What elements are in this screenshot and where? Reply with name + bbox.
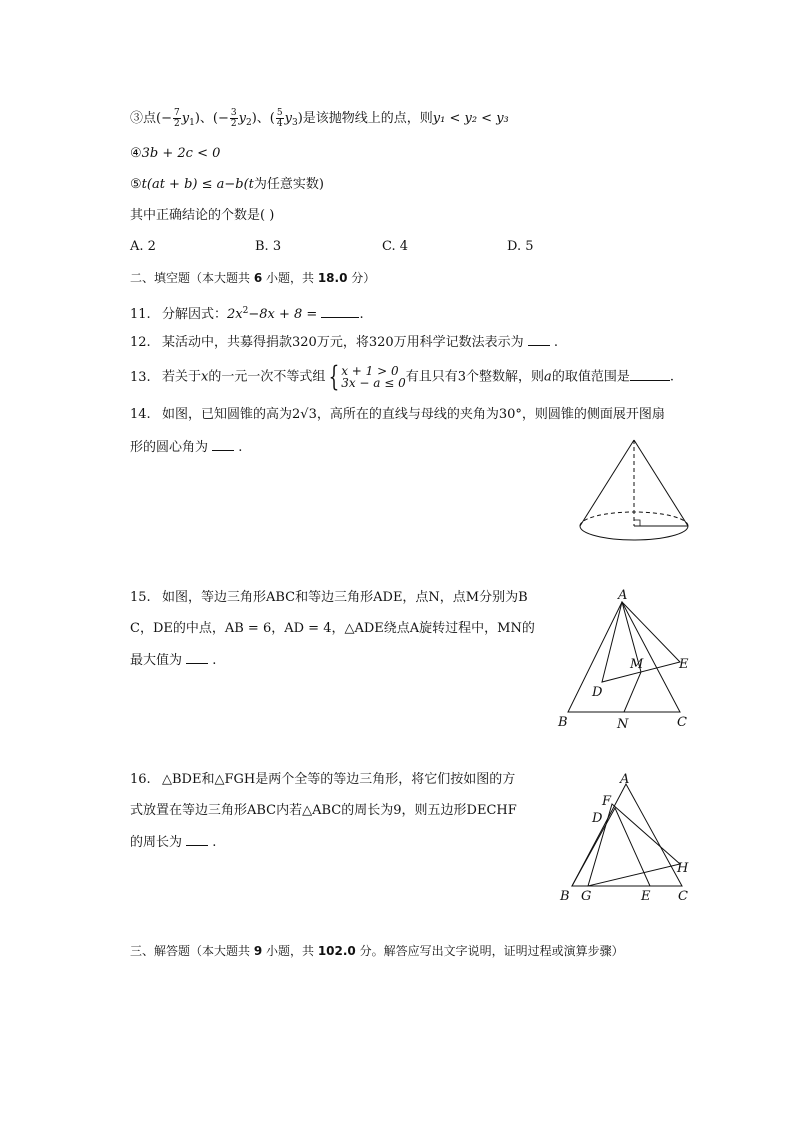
question-15-line-3: 最大值为 .	[130, 653, 217, 668]
question-14-line-2: 形的圆心角为 .	[130, 440, 243, 455]
pentagon-triangles-figure	[552, 770, 702, 908]
question-12: 12. 某活动中，共募得捐款320万元，将320万用科学记数法表示为 .	[130, 335, 559, 350]
label-c: C	[677, 715, 687, 730]
question-10-prompt: 其中正确结论的个数是( )	[130, 208, 275, 223]
label-d: D	[592, 685, 603, 700]
label-m: M	[630, 657, 644, 672]
question-16-line-2: 式放置在等边三角形ABC内若△ABC的周长为9，则五边形DECHF	[130, 803, 517, 818]
answer-blank[interactable]	[528, 333, 550, 346]
statement-5: ⑤t(at + b) ≤ a−b(t为任意实数)	[130, 177, 324, 192]
question-13: 13. 若关于x的一元一次不等式组 { x + 1 > 0 3x − a ≤ 0 有且只有3个整数解，则a的取值范围是 .	[130, 360, 674, 393]
option-c: C. 4	[382, 239, 409, 254]
question-16-line-3: 的周长为 .	[130, 835, 217, 850]
question-14-line-1: 14. 如图，已知圆锥的高为2√3，高所在的直线与母线的夹角为30°，则圆锥的侧面展开图扇	[130, 407, 665, 422]
answer-blank[interactable]	[321, 305, 359, 318]
label-a: A	[620, 772, 630, 787]
label-h: H	[677, 861, 689, 876]
inequality-system: { x + 1 > 0 3x − a ≤ 0	[328, 360, 406, 393]
question-10-options	[130, 238, 550, 256]
fraction: $\frac{3}{2}$	[230, 108, 237, 129]
answer-blank[interactable]	[212, 438, 234, 451]
label-g: G	[581, 889, 592, 904]
question-16-line-1: 16. △BDE和△FGH是两个全等的等边三角形，将它们按如图的方	[130, 772, 516, 787]
label-b: B	[560, 889, 570, 904]
option-b: B. 3	[255, 239, 282, 254]
option-d: D. 5	[507, 239, 534, 254]
label-n: N	[617, 717, 629, 732]
label-d: D	[592, 811, 603, 826]
rotating-triangles-figure	[552, 588, 702, 734]
question-15-line-2: C，DE的中点，AB = 6，AD = 4，△ADE绕点A旋转过程中，MN的	[130, 621, 535, 636]
fraction: $\frac{5}{4}$	[276, 108, 283, 129]
label-f: F	[602, 794, 612, 809]
fraction: $\frac{7}{2}$	[174, 108, 180, 129]
question-11: 11. 分解因式：$2x^2-8x + 8$ = .	[130, 306, 364, 322]
label-b: B	[558, 715, 568, 730]
question-15-line-1: 15. 如图，等边三角形ABC和等边三角形ADE，点N，点M分别为B	[130, 590, 528, 605]
statement-3: ③点(− $\frac{7}{2}$ $y_1$)、(− $\frac{3}{2}$ $y_2$)、( $\frac{5}{4}$ $y_3$)是该抛物线上的点，则y₁ < y₂ < y₃	[130, 108, 509, 129]
section-3-heading: 三、解答题（本大题共 9 小题，共 102.0 分。解答应写出文字说明，证明过程或演算步骤）	[130, 944, 624, 958]
label-a: A	[618, 588, 628, 603]
answer-blank[interactable]	[186, 651, 208, 664]
label-e: E	[641, 889, 651, 904]
option-a: A. 2	[130, 239, 156, 254]
answer-blank[interactable]	[630, 368, 670, 381]
answer-blank[interactable]	[186, 833, 208, 846]
cone-figure	[570, 432, 700, 556]
label-e: E	[679, 657, 689, 672]
section-2-heading: 二、填空题（本大题共 6 小题，共 18.0 分）	[130, 271, 376, 285]
statement-4: ④3b + 2c < 0	[130, 146, 221, 161]
label-c: C	[678, 889, 688, 904]
